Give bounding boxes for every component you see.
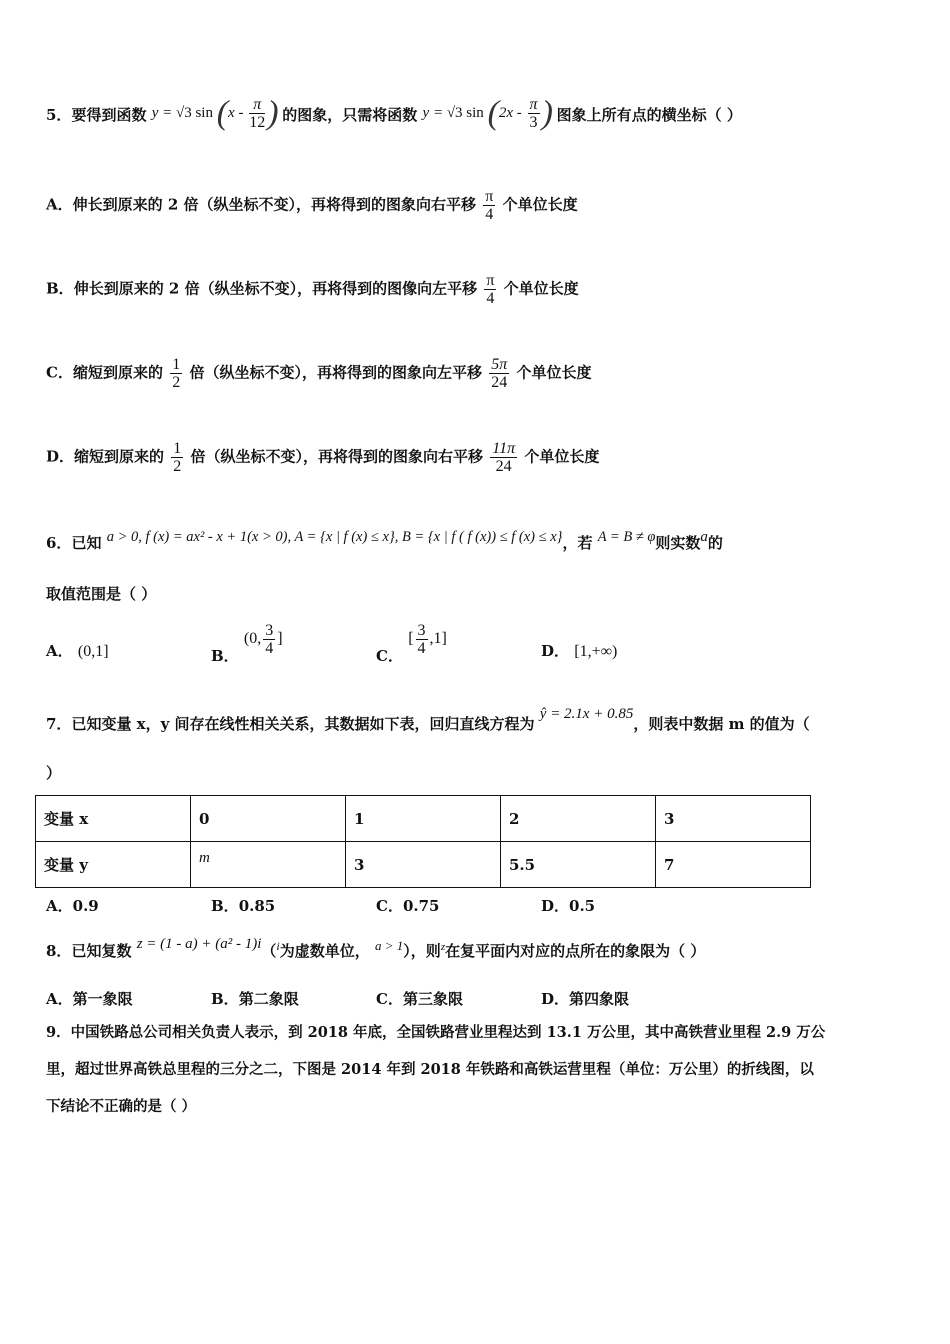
q6-option-b: B． (0, $\frac{3}{4}$ ]: [211, 622, 283, 666]
q5-option-b: B．伸长到原来的 2 倍（纵坐标不变），再将得到的图像向左平移 $\frac{\pi}{4}$ 个单位长度: [46, 272, 579, 307]
question-number: 5．: [46, 106, 72, 124]
q5-option-c: C．缩短到原来的 $\frac{1}{2}$ 倍（纵坐标不变），再将得到的图象向左平移 $\frac{5\pi}{24}$ 个单位长度: [46, 356, 592, 391]
q8-option-c: C．第三象限: [376, 990, 463, 1008]
q5-option-a: A．伸长到原来的 2 倍（纵坐标不变），再将得到的图象向右平移 $\frac{\pi}{4}$ 个单位长度: [46, 188, 578, 223]
table-cell: 3: [346, 842, 501, 888]
table-cell: 0: [191, 796, 346, 842]
table-cell: 2: [501, 796, 656, 842]
q8-option-d: D．第四象限: [541, 990, 630, 1008]
q7-formula: ŷ = 2.1x + 0.85: [539, 706, 634, 722]
q7-data-table: [35, 795, 811, 888]
q6-option-c: C． [ $\frac{3}{4}$ ,1]: [376, 622, 447, 666]
question-9-line-2: 里，超过世界高铁总里程的三分之二，下图是 2014 年到 2018 年铁路和高铁运营里程（单位：万公里）的折线图，以: [46, 1061, 814, 1078]
table-cell: 1: [346, 796, 501, 842]
q6-option-d: D． [1,+∞): [541, 642, 618, 660]
q6-formula: a > 0, f (x) = ax² - x + 1(x > 0), A = {x | f (x) ≤ x}, B = {x | f ( f (x)) ≤ f (x) ≤ x}: [106, 529, 563, 545]
question-6-stem: 6．已知 a > 0, f (x) = ax² - x + 1(x > 0), A = {x | f (x) ≤ x}, B = {x | f ( f (x)) ≤ f (x) ≤ x}，若 A = B ≠ φ则实数a的: [46, 529, 723, 552]
table-cell: 5.5: [501, 842, 656, 888]
q8-option-b: B．第二象限: [211, 990, 299, 1008]
question-5-stem: [46, 94, 742, 139]
stem-text: 图象上所有点的横坐标（ ）: [556, 106, 742, 124]
table-cell: 变量 y: [36, 842, 191, 888]
question-9-line-1: 9．中国铁路总公司相关负责人表示，到 2018 年底，全国铁路营业里程达到 13.1 万公里，其中高铁营业里程 2.9 万公: [46, 1024, 826, 1041]
q7-option-b: B．0.85: [211, 897, 276, 915]
question-8-stem: 8．已知复数 z = (1 - a) + (a² - 1)i（$^i$为虚数单位， a > 1），则$^z$在复平面内对应的点所在的象限为（ ）: [46, 936, 706, 960]
formula-2: y = √3 sin (2x - $\frac{\pi}{3}$ ): [422, 94, 553, 132]
question-7-stem: 7．已知变量 x，y 间存在线性相关关系，其数据如下表，回归直线方程为 ŷ = 2.1x + 0.85，则表中数据 m 的值为（: [46, 706, 810, 733]
table-cell: 7: [656, 842, 811, 888]
q6-option-a: A． (0,1]: [46, 642, 109, 660]
table-cell: m: [191, 842, 346, 888]
question-6-stem-line2: 取值范围是（ ）: [46, 585, 157, 603]
question-7-stem-line2: ）: [46, 764, 62, 782]
stem-text: 要得到函数: [71, 106, 147, 124]
table-row: [36, 842, 811, 888]
table-cell: 变量 x: [36, 796, 191, 842]
q7-option-d: D．0.5: [541, 897, 596, 915]
q7-option-a: A．0.9: [46, 897, 99, 915]
question-9-line-3: 下结论不正确的是（ ）: [46, 1098, 197, 1115]
q8-formula: z = (1 - a) + (a² - 1)i: [136, 936, 262, 952]
table-cell: 3: [656, 796, 811, 842]
formula-1: y = √3 sin (x - $\frac{\pi}{12}$ ): [151, 94, 279, 132]
q7-option-c: C．0.75: [376, 897, 440, 915]
q8-option-a: A．第一象限: [46, 990, 133, 1008]
table-row: [36, 796, 811, 842]
stem-text: 的图象，只需将函数: [282, 106, 418, 124]
q5-option-d: D．缩短到原来的 $\frac{1}{2}$ 倍（纵坐标不变），再将得到的图象向右平移 $\frac{11\pi}{24}$ 个单位长度: [46, 440, 600, 475]
